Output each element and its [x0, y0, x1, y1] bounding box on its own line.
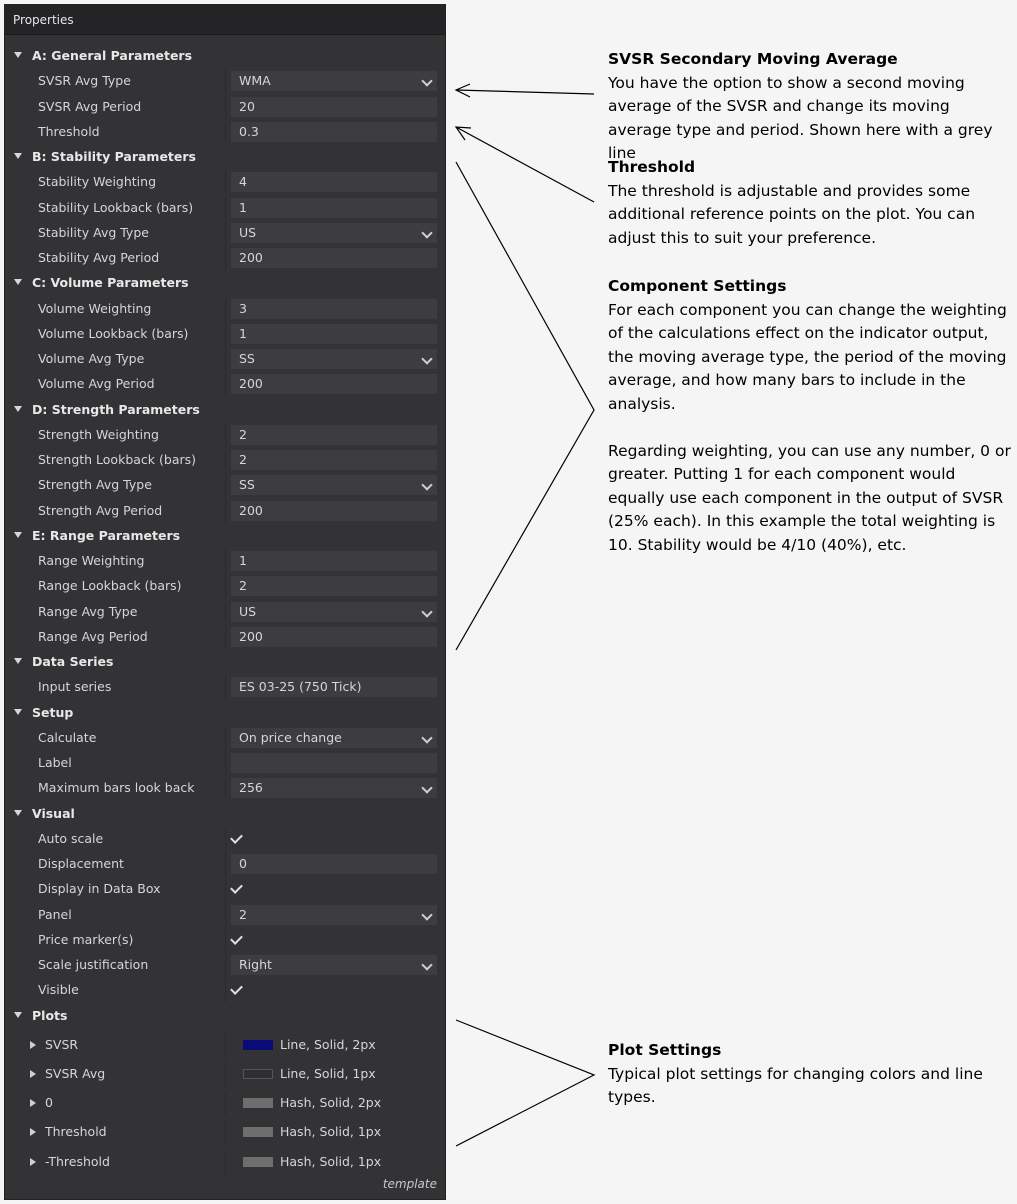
note-heading: SVSR Secondary Moving Average: [608, 50, 898, 68]
property-label: Stability Avg Period: [38, 250, 160, 265]
field-value: 2: [239, 578, 247, 593]
field-value: 0: [239, 856, 247, 871]
category-label: D: Strength Parameters: [32, 402, 200, 417]
property-label: Scale justification: [38, 957, 149, 972]
field-value: US: [239, 604, 257, 619]
field-value: 2: [239, 427, 247, 442]
property-label: Stability Avg Type: [38, 225, 149, 240]
plot-name: SVSR: [45, 1037, 79, 1052]
field-value: 256: [239, 780, 263, 795]
property-label: Panel: [38, 907, 72, 922]
note-heading: Plot Settings: [608, 1041, 722, 1059]
property-label: Range Lookback (bars): [38, 578, 182, 593]
note-heading: Threshold: [608, 158, 696, 176]
field-value: 200: [239, 503, 263, 518]
plot-style-text: Hash, Solid, 1px: [280, 1124, 382, 1139]
note-body: For each component you can change the weighting of the calculations effect on the indicator output, the moving average type, the period of the moving average, and how many bars to include in the analysis. Regarding weighting, you can use any number, 0 or greater. Putting 1 for each component would equally use each component in the output of SVSR (25% each). In this example the total weighting is 10. Stability would be 4/10 (40%), etc.: [608, 300, 1011, 554]
property-label: Strength Avg Period: [38, 503, 163, 518]
arrow-svsr-avg: [456, 90, 594, 94]
property-label: Input series: [38, 679, 112, 694]
property-label: Volume Avg Type: [38, 351, 145, 366]
field-value: 2: [239, 452, 247, 467]
note-body: Typical plot settings for changing colors and line types.: [608, 1064, 983, 1106]
note-body: You have the option to show a second moving average of the SVSR and change its moving average type and period. Shown here with a grey line: [608, 73, 993, 162]
category-label: E: Range Parameters: [32, 528, 181, 543]
property-label: Strength Avg Type: [38, 477, 152, 492]
plot-style-text: Line, Solid, 2px: [280, 1037, 376, 1052]
plot-style-text: Line, Solid, 1px: [280, 1066, 376, 1081]
property-label: Visible: [38, 982, 79, 997]
property-label: Label: [38, 755, 72, 770]
property-label: Range Avg Period: [38, 629, 148, 644]
category-label: B: Stability Parameters: [32, 149, 196, 164]
field-value: On price change: [239, 730, 342, 745]
note-body: The threshold is adjustable and provides some additional reference points on the plot. You can adjust this to suit your preference.: [608, 181, 976, 247]
property-label: Range Weighting: [38, 553, 145, 568]
plot-name: -Threshold: [45, 1154, 110, 1169]
property-label: Strength Weighting: [38, 427, 159, 442]
field-value: 1: [239, 553, 247, 568]
property-label: Stability Lookback (bars): [38, 200, 194, 215]
bracket-component-settings: [456, 162, 594, 650]
template-link[interactable]: template: [382, 1177, 437, 1191]
field-value: 1: [239, 326, 247, 341]
property-label: Price marker(s): [38, 932, 134, 947]
field-value: 2: [239, 907, 247, 922]
category-label: Visual: [32, 806, 75, 821]
plot-name: 0: [45, 1095, 53, 1110]
field-value: SS: [239, 351, 255, 366]
property-label: Volume Avg Period: [38, 376, 155, 391]
property-label: Maximum bars look back: [38, 780, 195, 795]
property-label: SVSR Avg Period: [38, 99, 142, 114]
plot-style-text: Hash, Solid, 2px: [280, 1095, 382, 1110]
plot-name: SVSR Avg: [45, 1066, 106, 1081]
field-value: 1: [239, 200, 247, 215]
property-label: Displacement: [38, 856, 124, 871]
property-label: Display in Data Box: [38, 881, 161, 896]
field-value: 0.3: [239, 124, 259, 139]
category-label: C: Volume Parameters: [32, 275, 189, 290]
field-value: WMA: [239, 73, 271, 88]
arrow-threshold: [456, 127, 594, 202]
property-label: Threshold: [38, 124, 100, 139]
plot-name: Threshold: [45, 1124, 107, 1139]
category-label: A: General Parameters: [32, 48, 193, 63]
property-label: Stability Weighting: [38, 174, 156, 189]
property-label: SVSR Avg Type: [38, 73, 131, 88]
panel-title: Properties: [5, 5, 445, 35]
field-value: 3: [239, 301, 247, 316]
plot-style-text: Hash, Solid, 1px: [280, 1154, 382, 1169]
category-label: Setup: [32, 705, 74, 720]
category-label: Plots: [32, 1008, 68, 1023]
bracket-plot-settings: [456, 1020, 594, 1146]
property-label: Calculate: [38, 730, 97, 745]
field-value: 200: [239, 250, 263, 265]
property-label: Range Avg Type: [38, 604, 138, 619]
note-heading: Component Settings: [608, 277, 787, 295]
field-value: 4: [239, 174, 247, 189]
property-label: Volume Lookback (bars): [38, 326, 189, 341]
field-value: 200: [239, 629, 263, 644]
field-value: ES 03-25 (750 Tick): [239, 679, 362, 694]
field-value: 20: [239, 99, 255, 114]
property-label: Volume Weighting: [38, 301, 152, 316]
property-label: Strength Lookback (bars): [38, 452, 197, 467]
category-label: Data Series: [32, 654, 114, 669]
property-label: Auto scale: [38, 831, 104, 846]
field-value: Right: [239, 957, 272, 972]
field-value: SS: [239, 477, 255, 492]
field-value: US: [239, 225, 257, 240]
field-value: 200: [239, 376, 263, 391]
